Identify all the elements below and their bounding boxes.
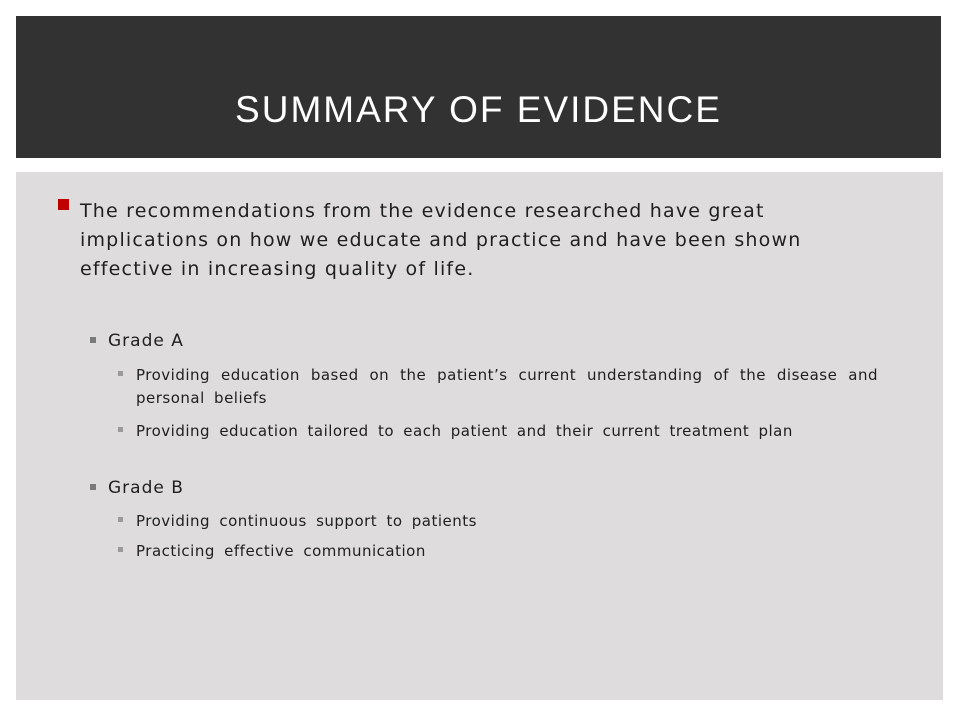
square-bullet-icon	[118, 547, 123, 552]
grade-a-label: Grade A	[108, 331, 184, 351]
square-bullet-icon	[90, 337, 96, 343]
grade-a-item	[118, 364, 878, 410]
square-bullet-icon	[118, 517, 123, 522]
square-bullet-icon	[118, 427, 123, 432]
grade-a-bullet	[90, 330, 870, 352]
grade-b-item-text: Providing continuous support to patients	[136, 512, 477, 530]
title-bar	[16, 16, 941, 158]
grade-b-item	[118, 510, 878, 533]
grade-b-label: Grade B	[108, 478, 184, 498]
grade-a-item-text: Providing education tailored to each patient and their current treatment plan	[136, 422, 793, 440]
grade-a-item-text: Providing education based on the patient’s current understanding of the disease and personal beliefs	[136, 366, 878, 407]
intro-bullet	[58, 197, 873, 284]
intro-text: The recommendations from the evidence researched have great implications on how we educate and practice and have been shown effective in increasing quality of life.	[80, 200, 802, 280]
grade-a-item	[118, 420, 878, 443]
grade-b-bullet	[90, 477, 870, 499]
grade-b-item-text: Practicing effective communication	[136, 542, 426, 560]
grade-b-item	[118, 540, 878, 563]
square-bullet-icon	[118, 371, 123, 376]
square-bullet-icon	[90, 484, 96, 490]
square-bullet-icon	[58, 199, 69, 210]
slide-title: SUMMARY OF EVIDENCE	[235, 89, 722, 130]
